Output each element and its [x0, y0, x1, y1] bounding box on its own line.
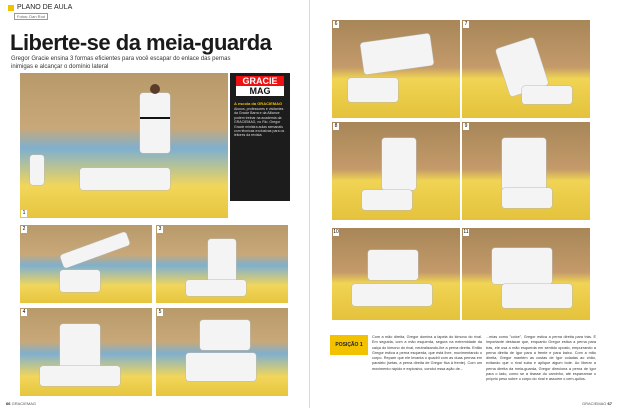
- subheadline: Gregor Gracie ensina 3 formas eficientes para você escapar do enlace das pernas inimigas e alcançar o domínio lateral: [11, 56, 231, 70]
- athlete-ground: [60, 270, 100, 292]
- athlete-kick: [60, 231, 131, 268]
- photo-number: 2: [22, 226, 26, 232]
- photo-number: 3: [158, 226, 162, 232]
- photo-number: 4: [22, 309, 26, 315]
- photo-credit: Fotos: Dan Rod: [14, 13, 48, 20]
- photo-8: [332, 122, 460, 220]
- photo-number: 9: [464, 123, 468, 129]
- page-number-right: 67: [607, 401, 612, 406]
- photo-number: 5: [158, 309, 162, 315]
- photo-3: [156, 225, 288, 303]
- footer-left: [6, 401, 36, 406]
- brand-right: GRACIEMAG: [581, 401, 607, 406]
- sidebar-body: Alunos, professores e visitantes da Gracie Barra e da Alliance podem treinar na academia da GRACIEMAG, no Rio. Gregor Gracie ministra aulas semanais com técnicas exclusivas para os leitores da revista.: [234, 107, 285, 138]
- photo-number: 11: [463, 229, 469, 235]
- athlete-ground: [80, 168, 170, 190]
- athlete-top: [492, 248, 552, 284]
- photo-number: 8: [334, 123, 338, 129]
- athlete-ground: [362, 190, 412, 210]
- spectator: [30, 155, 44, 185]
- photo-number: 1: [22, 210, 26, 216]
- photo-number: 7: [464, 21, 468, 27]
- athlete-top: [360, 33, 434, 74]
- right-page: [310, 0, 620, 408]
- sidebar-box: [230, 73, 290, 201]
- headline: Liberte-se da meia-guarda: [10, 30, 272, 55]
- athlete-head: [150, 84, 160, 94]
- athlete-ground: [352, 284, 432, 306]
- brand-left: GRACIEMAG: [11, 401, 37, 406]
- photo-5: [156, 308, 288, 396]
- photo-1: [20, 73, 228, 218]
- athlete-ground: [502, 284, 572, 308]
- athlete-ground: [502, 188, 552, 208]
- photo-7: [462, 20, 590, 118]
- body-column-1: Com a mão direita, Gregor domina a lapela do kimono do rival. Em seguida, com a mão esquerda, segura na extremidade da calça do kimono do rival, neutralizando-lhe a perna direita. Então Gregor estica a perna esquerda, que está livre, movimentando o corpo. Repare que ele levanta o quadril com as duas pernas em paralelo (setas, a perna direita de Gregor fica à frente). Com um movimento rápido e explosivo, conclui essa ação de...: [372, 335, 482, 371]
- athlete-ground: [522, 86, 572, 104]
- photo-9: [462, 122, 590, 220]
- athlete-standing: [140, 93, 170, 153]
- photo-11: [462, 228, 590, 320]
- athlete-ground: [348, 78, 398, 102]
- page-number-left: 66: [6, 401, 11, 406]
- logo-gracie: GRACIE: [236, 76, 284, 86]
- black-belt: [140, 117, 170, 119]
- section-label: [8, 4, 72, 11]
- photo-4: [20, 308, 152, 396]
- athlete-top: [502, 138, 546, 190]
- body-column-2: ...mias como "coice", Gregor estica a perna direita para trás. É importante destacar que, enquanto Gregor estica a perna para trás, ele usa a mão esquerda em sentido oposto, empurrando a perna direita de Igor para a frente e para baixo. Com a mão direita, Gregor mantém as costas de Igor coladas ao chão, evitando que o rival suba e aplique algum bote. Ao liberar a perna direita da meia-guarda, Gregor direciona a perna de Igor para o lado, como se a tirasse do caminho, até esparramar o próprio peso sobre o corpo do rival e assume o cem-quilos.: [486, 335, 596, 382]
- footer-right: [582, 401, 612, 406]
- photo-10: [332, 228, 460, 320]
- photo-number: 10: [333, 229, 339, 235]
- photo-6: [332, 20, 460, 118]
- photo-2: [20, 225, 152, 303]
- athlete-top: [200, 320, 250, 350]
- section-marker: [8, 5, 14, 11]
- athlete-top: [368, 250, 418, 280]
- athlete-top: [382, 138, 416, 190]
- photo-number: 6: [334, 21, 338, 27]
- sidebar-heading: A escola da GRACIEMAG: [234, 101, 283, 106]
- athlete-ground: [40, 366, 120, 386]
- section-text: PLANO DE AULA: [17, 4, 73, 11]
- logo-mag: MAG: [236, 86, 284, 96]
- position-label: POSIÇÃO 1: [330, 335, 368, 355]
- athlete-ground: [186, 353, 256, 381]
- athlete-ground: [186, 280, 246, 296]
